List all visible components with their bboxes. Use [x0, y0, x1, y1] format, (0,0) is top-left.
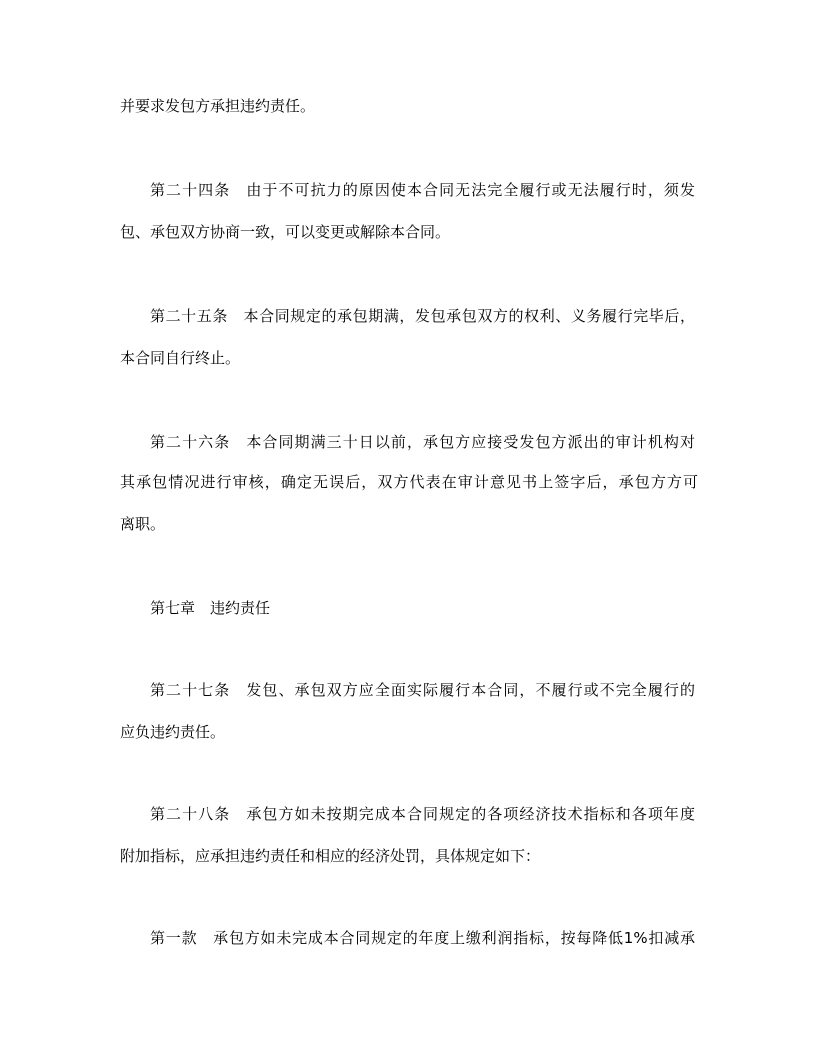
text-line-1: 并要求发包方承担违约责任。: [120, 97, 316, 115]
clause-1-line-1: 第一款 承包方如未完成本合同规定的年度上缴利润指标，按每降低1%扣减承: [150, 929, 695, 947]
article-25-line-2: 本合同自行终止。: [120, 349, 241, 367]
article-25-line-1: 第二十五条 本合同规定的承包期满，发包承包双方的权利、义务履行完毕后，: [150, 307, 695, 325]
article-27-line-2: 应负违约责任。: [120, 723, 226, 741]
article-28-line-1: 第二十八条 承包方如未按期完成本合同规定的各项经济技术指标和各项年度: [150, 805, 695, 823]
article-26-line-3: 离职。: [120, 515, 166, 533]
article-27-line-1: 第二十七条 发包、承包双方应全面实际履行本合同，不履行或不完全履行的: [150, 681, 695, 699]
article-28-line-2: 附加指标，应承担违约责任和相应的经济处罚，具体规定如下：: [120, 847, 541, 865]
article-26-line-1: 第二十六条 本合同期满三十日以前，承包方应接受发包方派出的审计机构对: [150, 433, 695, 451]
article-24-line-1: 第二十四条 由于不可抗力的原因使本合同无法完全履行或无法履行时，须发: [150, 181, 695, 199]
article-24-line-2: 包、承包双方协商一致，可以变更或解除本合同。: [120, 223, 451, 241]
article-26-line-2: 其承包情况进行审核，确定无误后，双方代表在审计意见书上签字后，承包方方可: [120, 473, 698, 491]
chapter-7-heading: 第七章 违约责任: [150, 599, 271, 617]
